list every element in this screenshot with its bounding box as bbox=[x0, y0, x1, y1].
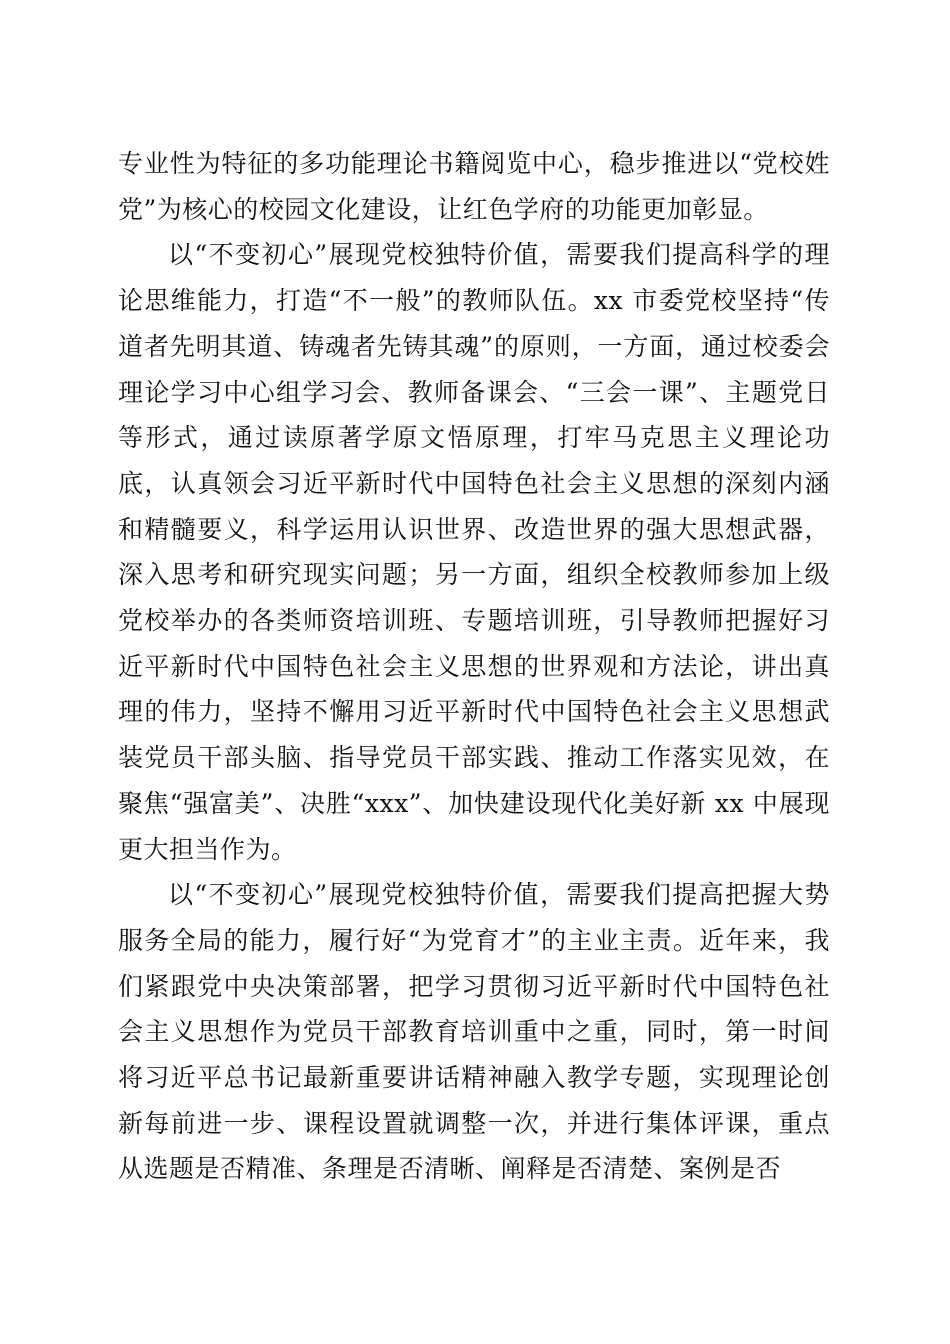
document-body bbox=[118, 141, 830, 1192]
paragraph-3: 以“不变初心”展现党校独特价值，需要我们提高把握大势服务全局的能力，履行好“为党育才”的主业主责。近年来，我们紧跟党中央决策部署，把学习贯彻习近平新时代中国特色社会主义思想作为党员干部教育培训重中之重，同时，第一时间将习近平总书记最新重要讲话精神融入教学专题，实现理论创新每前进一步、课程设置就调整一次，并进行集体评课，重点从选题是否精准、条理是否清晰、阐释是否清楚、案例是否 bbox=[118, 880, 830, 1184]
paragraph-2: 以“不变初心”展现党校独特价值，需要我们提高科学的理论思维能力，打造“不一般”的教师队伍。xx 市委党校坚持“传道者先明其道、铸魂者先铸其魂”的原则，一方面，通过校委会理论学习中心组学习会、教师备课会、“三会一课”、主题党日等形式，通过读原著学原文悟原理，打牢马克思主义理论功底，认真领会习近平新时代中国特色社会主义思想的深刻内涵和精髓要义，科学运用认识世界、改造世界的强大思想武器，深入思考和研究现实问题；另一方面，组织全校教师参加上级党校举办的各类师资培训班、专题培训班，引导教师把握好习近平新时代中国特色社会主义思想的世界观和方法论，讲出真理的伟力，坚持不懈用习近平新时代中国特色社会主义思想武装党员干部头脑、指导党员干部实践、推动工作落实见效，在聚焦“强富美”、决胜“xxx”、加快建设现代化美好新 xx 中展现更大担当作为。 bbox=[118, 240, 830, 864]
paragraph-1: 专业性为特征的多功能理论书籍阅览中心，稳步推进以“党校姓党”为核心的校园文化建设，让红色学府的功能更加彰显。 bbox=[118, 149, 830, 224]
